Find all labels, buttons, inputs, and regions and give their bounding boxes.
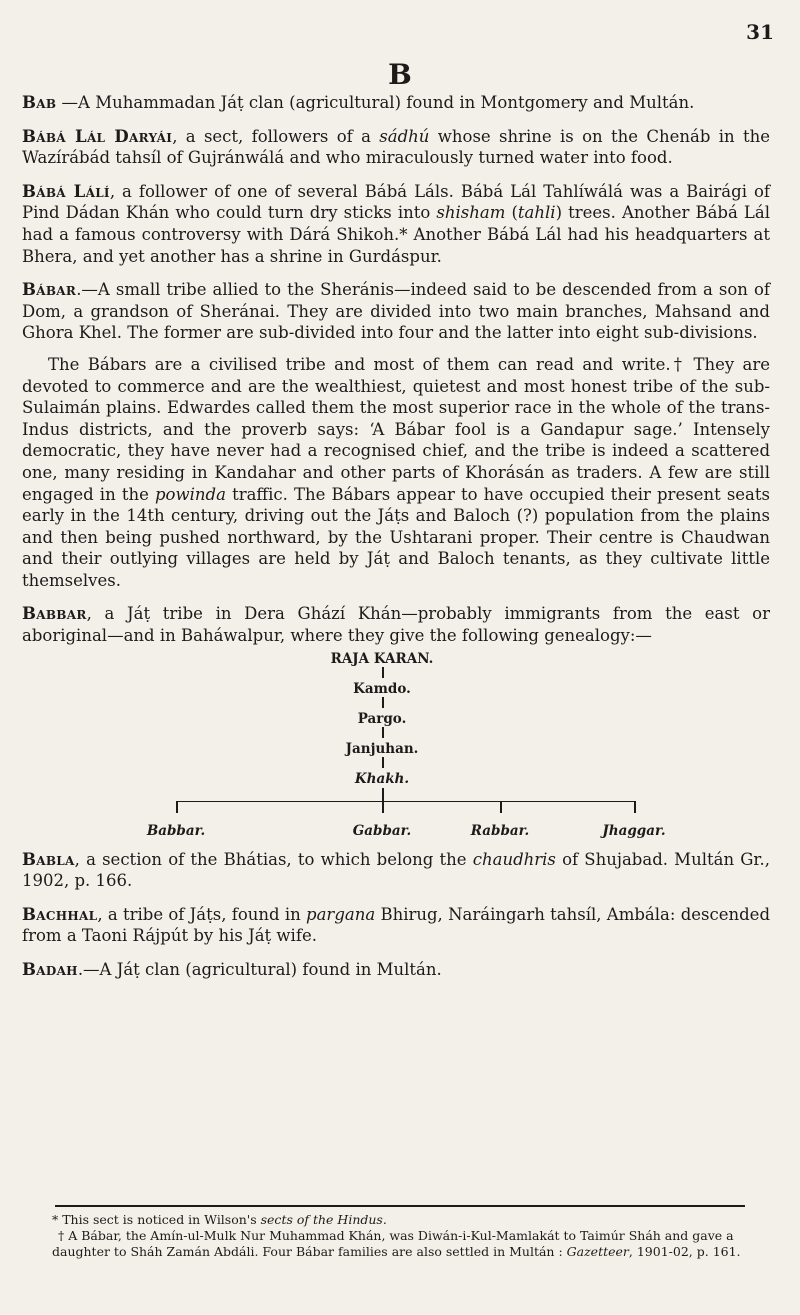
headword: Babbar [22, 604, 87, 624]
entry-badah: Badah.—A Jáṭ clan (agricultural) found in Multán. [22, 960, 442, 980]
page-number: 31 [746, 20, 774, 44]
genealogy-leaf: Babbar. [146, 822, 206, 839]
paragraph-babars: The Bábars are a civilised tribe and most of them can read and write.† They are devoted to commerce and are the wealthiest, quietest and most honest tribe of the sub-Sulaimán plains. Edwardes called them the most superior race in the whole of the trans-Indus districts, and the proverb says: ‘A Bábar fool is a Gandapur sage.’ Intensely democratic, they have never had a recognised chief, and the tribe is indeed a scattered one, many residing in Kandahar and other parts of Khorásán as traders. A few are still engaged in the powinda traffic. The Bábars appear to have occupied their present seats early in the 14th century, driving out the Jáṭs and Baloch (?) population from the plains and then being pushed northward, by the Ushtarani proper. Their centre is Chaudwan and their outlying villages are held by Jáṭ and Baloch tenants, as they cultivate little themselves. [22, 354, 770, 590]
headword: Bábá Lál Daryái [22, 126, 173, 146]
entry-baba-lali: Bábá Lálí, a follower of one of several Bábá Láls. Bábá Lál Tahlíwálá was a Bairági of Pind Dádan Khán who could turn dry sticks into shisham (tahli) trees. Another Bábá Lál had a famous controversy with Dárá Shikoh.* Another Bábá Lál had his headquarters at Bhera, and yet another has a shrine in Gurdáspur. [22, 181, 771, 266]
bracket-tick [634, 801, 636, 813]
genealogy-leaf: Gabbar. [352, 822, 412, 839]
genealogy-node: Pargo. [357, 710, 407, 727]
footnote-1: * This sect is noticed in Wilson's sects of the Hindus. [52, 1212, 387, 1227]
headword: Bábar [22, 280, 77, 300]
genealogy-leaf: Rabbar. [470, 822, 530, 839]
connector [382, 727, 384, 738]
entry-babbar: Babbar, a Jáṭ tribe in Dera Ghází Khán—probably immigrants from the east or aboriginal—and in Baháwalpur, where they give the following genealogy:— [22, 604, 770, 646]
footnote-2: † A Bábar, the Amín-ul-Mulk Nur Muhammad Khán, was Diwán-i-Kul-Mamlakát to Taimúr Sháh and gave a daughter to Sháh Zamán Abdáli. Four Bábar families are also settled in Multán : Gazetteer, 1901-02, p. 161. [52, 1228, 741, 1259]
bracket-tick [500, 801, 502, 813]
entry-bachhal: Bachhal, a tribe of Jáṭs, found in pargana Bhirug, Naráingarh tahsíl, Ambála: descended from a Taoni Rájpút by his Jáṭ wife. [22, 904, 771, 946]
bracket-tick [176, 801, 178, 813]
footnote-rule [55, 1205, 745, 1207]
connector [382, 697, 384, 708]
genealogy-root: RAJA KARAN. [330, 650, 434, 667]
bracket-tick [382, 801, 384, 813]
genealogy-leaf: Jhaggar. [602, 822, 666, 839]
entry-babla: Babla, a section of the Bhátias, to which belong the chaudhris of Shujabad. Multán Gr., 1902, p. 166. [22, 849, 770, 891]
body-text [22, 92, 770, 993]
connector [382, 757, 384, 768]
sibling-bracket [176, 801, 636, 803]
genealogy-node: Khakh. [354, 770, 410, 787]
genealogy-tree [22, 649, 770, 839]
genealogy-node: Kamdo. [353, 680, 411, 697]
headword: Bab [22, 93, 57, 112]
headword: Bachhal [22, 904, 98, 924]
entry-babar: Bábar.—A small tribe allied to the Sheránis—indeed said to be descended from a son of Dom, a grandson of Sheránai. They are divided into two main branches, Mahsand and Ghora Khel. The former are sub-divided into four and the latter into eight sub-divisions. [22, 280, 770, 343]
connector [382, 667, 384, 678]
headword: Bábá Lálí [22, 181, 110, 201]
entry-bab: Bab —A Muhammadan Jáṭ clan (agricultural) found in Montgomery and Multán. [22, 93, 695, 112]
section-letter: B [388, 58, 412, 91]
entry-baba-lal-daryai: Bábá Lál Daryái, a sect, followers of a sádhú whose shrine is on the Chenáb in the Wazírábád tahsíl of Gujránwálá and who miraculously turned water into food. [22, 126, 770, 168]
headword: Badah [22, 960, 78, 980]
connector [382, 788, 384, 801]
footnotes [52, 1212, 760, 1260]
genealogy-node: Janjuhan. [345, 740, 419, 757]
headword: Babla [22, 849, 75, 869]
